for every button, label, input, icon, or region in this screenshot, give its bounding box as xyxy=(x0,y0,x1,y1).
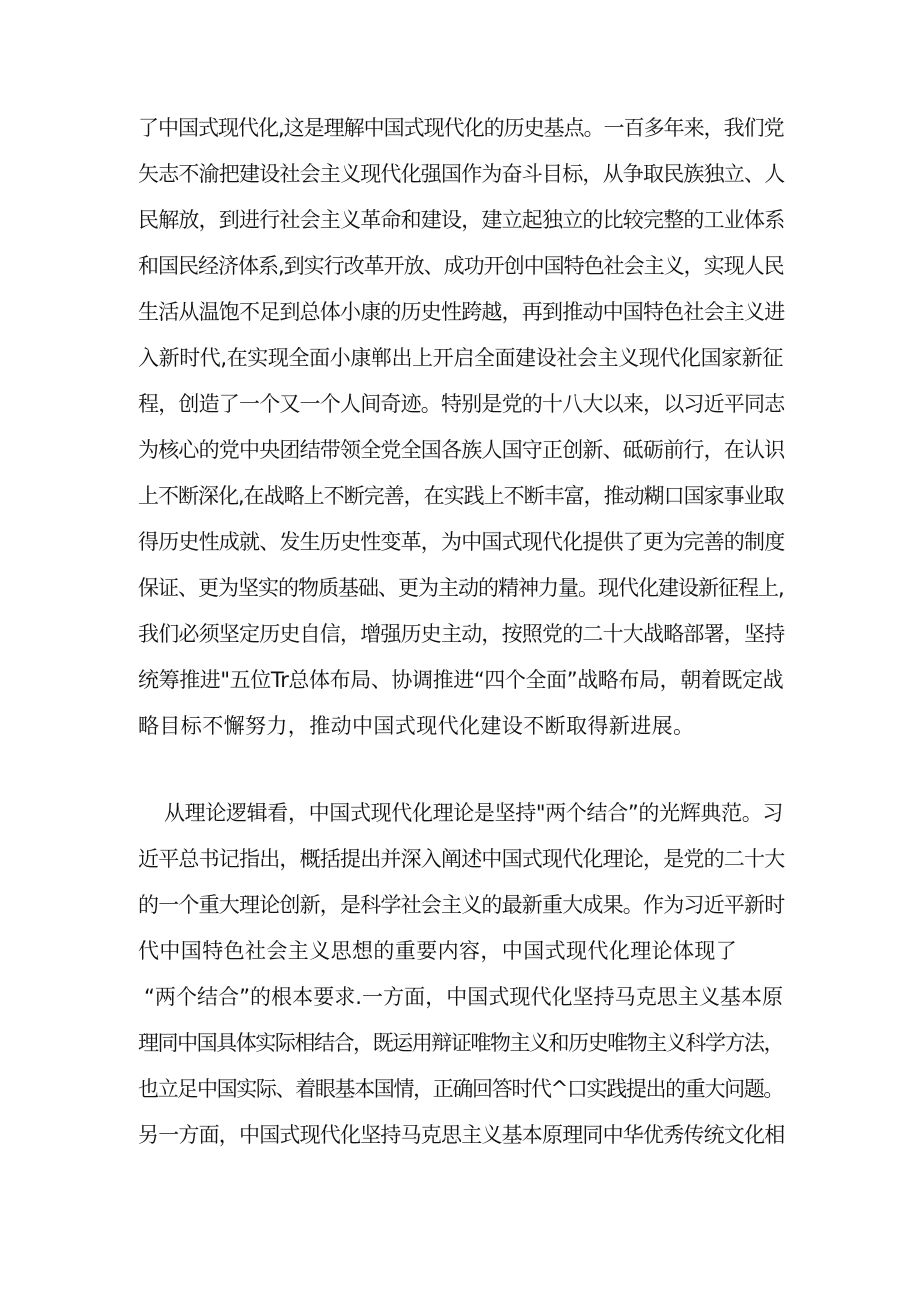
text-line: 程，创造了一个又一个人间奇迹。特别是党的十八大以来，以习近平同志 xyxy=(138,392,785,416)
text-line: 另一方面，中国式现代化坚持马克思主义基本原理同中华优秀传统文化相 xyxy=(138,1123,785,1147)
text-line: 略目标不懈努力，推动中国式现代化建设不断取得新进展。 xyxy=(138,714,695,738)
text-line: 的一个重大理论创新，是科学社会主义的最新重大成果。作为习近平新时 xyxy=(138,893,785,917)
text-line: 统筹推进"五位Tr总体布局、协调推进“四个全面”战略布局，朝着既定战 xyxy=(138,668,784,692)
text-line: 近平总书记指出，概括提出并深入阐述中国式现代化理论，是党的二十大 xyxy=(138,847,785,871)
text-line: 上不断深化,在战略上不断完善，在实践上不断丰富，推动糊口国家事业取 xyxy=(138,484,784,508)
text-line: 我们必须坚定历史自信，增强历史主动，按照党的二十大战略部署，坚持 xyxy=(138,622,785,646)
text-line: 为核心的党中央团结带领全党全国各族人国守正创新、砥砺前行，在认识 xyxy=(138,438,785,462)
text-line: 入新时代,在实现全面小康郸出上开启全面建设社会主义现代化国家新征 xyxy=(138,346,783,370)
text-line: 和国民经济体系,到实行改革开放、成功开创中国特色社会主义，实现人民 xyxy=(138,254,784,278)
text-line: 代中国特色社会主义思想的重要内容，中国式现代化理论体现了 xyxy=(138,939,738,963)
text-line: 生活从温饱不足到总体小康的历史性跨越，再到推动中国特色社会主义进 xyxy=(138,300,785,324)
text-line: 从理论逻辑看，中国式现代化理论是坚持"两个结合”的光辉典范。习 xyxy=(164,801,783,825)
text-line: 理同中国具体实际相结合，既运用辩证唯物主义和历史唯物主义科学方法， xyxy=(138,1031,783,1055)
text-line: 矢志不渝把建设社会主义现代化强国作为奋斗目标，从争取民族独立、人 xyxy=(138,162,785,186)
text-line: “两个结合”的根本要求.一方面，中国式现代化坚持马克思主义基本原 xyxy=(144,985,783,1009)
text-line: 也立足中国实际、着眼基本国情，正确回答时代^口实践提出的重大问题。 xyxy=(138,1077,783,1101)
text-line: 了中国式现代化,这是理解中国式现代化的历史基点。一百多年来，我们党 xyxy=(138,116,784,140)
text-line: 保证、更为坚实的物质基础、更为主动的精神力量。现代化建设新征程上, xyxy=(138,576,784,600)
text-line: 得历史性成就、发生历史性变革，为中国式现代化提供了更为完善的制度 xyxy=(138,530,785,554)
text-line: 民解放，到进行社会主义革命和建设，建立起独立的比较完整的工业体系 xyxy=(138,208,785,232)
